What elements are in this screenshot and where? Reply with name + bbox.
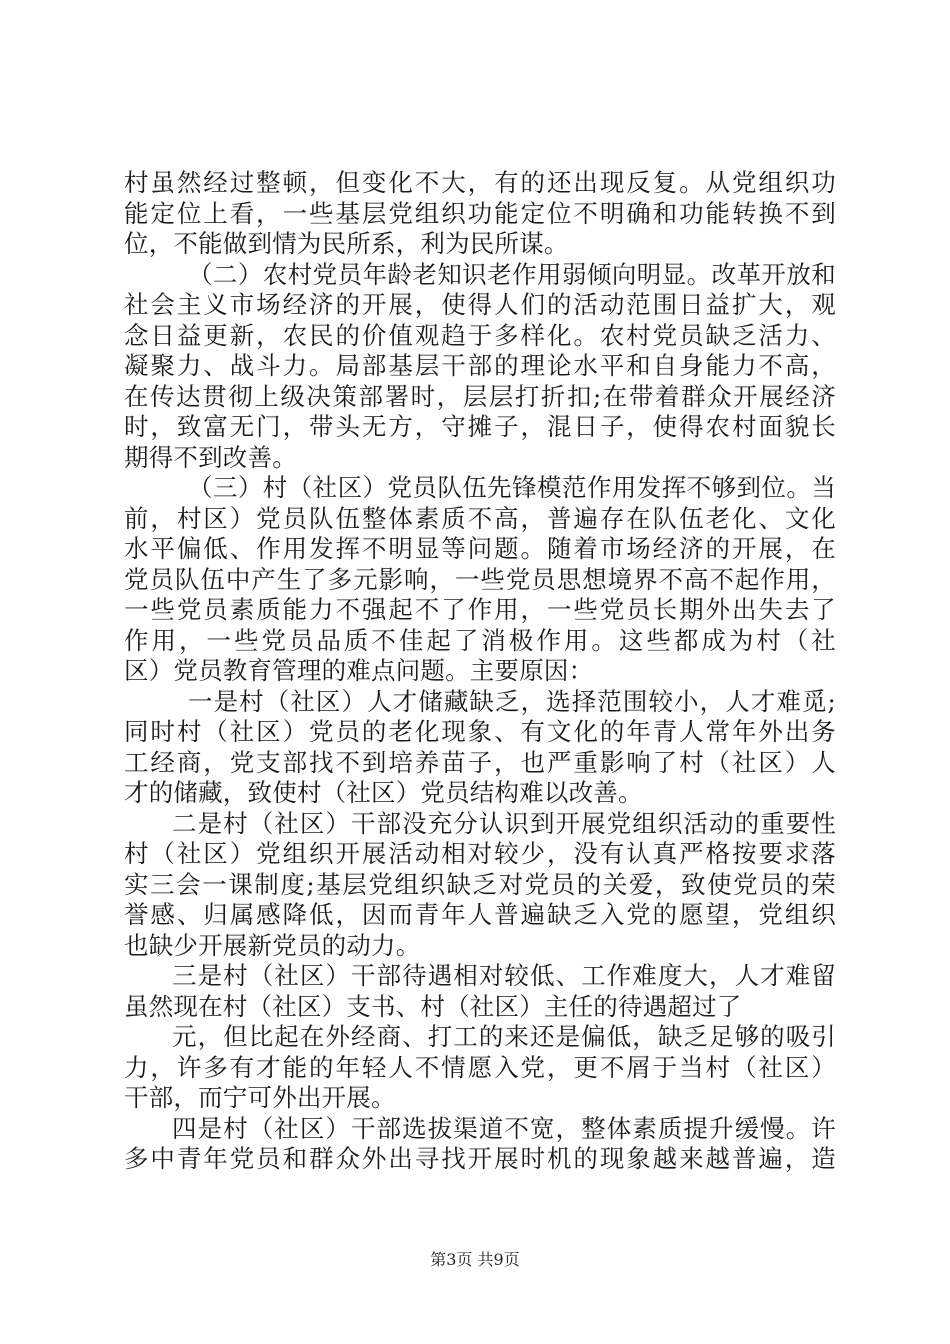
text-line: 时，致富无门，带头无方，守摊子，混日子，使得农村面貌长: [124, 412, 836, 441]
text-line: 在传达贯彻上级决策部署时，层层打折扣;在带着群众开展经济: [124, 381, 836, 411]
text-line: 虽然现在村（社区）支书、村（社区）主任的待遇超过了: [124, 991, 742, 1021]
text-line: 工经商，党支部找不到培养苗子，也严重影响了村（社区）人: [124, 747, 836, 777]
document-body: [124, 168, 836, 1175]
text-line: 区）党员教育管理的难点问题。主要原因：: [124, 656, 594, 685]
text-line: 能定位上看，一些基层党组织功能定位不明确和功能转换不到: [124, 198, 836, 228]
text-line: 村虽然经过整顿，但变化不大，有的还出现反复。从党组织功: [124, 168, 836, 197]
text-line: 水平偏低、作用发挥不明显等问题。随着市场经济的开展，在: [124, 534, 836, 563]
text-line: 村（社区）党组织开展活动相对较少，没有认真严格按要求落: [124, 839, 836, 868]
text-line: 作用，一些党员品质不佳起了消极作用。这些都成为村（社: [124, 625, 836, 655]
text-line: 社会主义市场经济的开展，使得人们的活动范围日益扩大，观: [124, 290, 836, 319]
text-line: 实三会一课制度;基层党组织缺乏对党员的关爱，致使党员的荣: [124, 869, 836, 899]
page-footer: [0, 1247, 950, 1270]
text-line: 念日益更新，农民的价值观趋于多样化。农村党员缺乏活力、: [124, 320, 836, 350]
text-line: 位，不能做到情为民所系，利为民所谋。: [124, 229, 569, 258]
text-line: 二是村（社区）干部没充分认识到开展党组织活动的重要性: [172, 808, 836, 838]
text-line: 期得不到改善。: [124, 442, 297, 472]
text-line: 也缺少开展新党员的动力。: [124, 930, 421, 960]
text-line: 党员队伍中产生了多元影响，一些党员思想境界不高不起作用，: [124, 564, 836, 594]
text-line: 誉感、归属感降低，因而青年人普遍缺乏入党的愿望，党组织: [124, 900, 836, 929]
text-line: 前，村区）党员队伍整体素质不高，普遍存在队伍老化、文化: [124, 503, 836, 533]
text-line: 才的储藏，致使村（社区）党员结构难以改善。: [124, 778, 643, 807]
text-line: 三是村（社区）干部待遇相对较低、工作难度大，人才难留: [172, 961, 836, 990]
text-line: 一些党员素质能力不强起不了作用，一些党员长期外出失去了: [124, 595, 836, 624]
text-line: 同时村（社区）党员的老化现象、有文化的年青人常年外出务: [124, 717, 836, 746]
text-line: 四是村（社区）干部选拔渠道不宽，整体素质提升缓慢。许: [172, 1113, 836, 1143]
text-line: 凝聚力、战斗力。局部基层干部的理论水平和自身能力不高，: [124, 351, 836, 380]
page-number: 第3页 共9页: [430, 1250, 520, 1269]
text-line: （三）村（社区）党员队伍先锋模范作用发挥不够到位。当: [188, 473, 836, 502]
text-line: 多中青年党员和群众外出寻找开展时机的现象越来越普遍，造: [124, 1144, 836, 1173]
text-line: 一是村（社区）人才储藏缺乏，选择范围较小，人才难觅;: [188, 686, 836, 716]
text-line: （二）农村党员年龄老知识老作用弱倾向明显。改革开放和: [188, 259, 836, 289]
text-line: 干部，而宁可外出开展。: [124, 1083, 396, 1112]
text-line: 元，但比起在外经商、打工的来还是偏低，缺乏足够的吸引: [172, 1022, 836, 1051]
text-line: 力，许多有才能的年轻人不情愿入党，更不屑于当村（社区）: [124, 1052, 836, 1082]
